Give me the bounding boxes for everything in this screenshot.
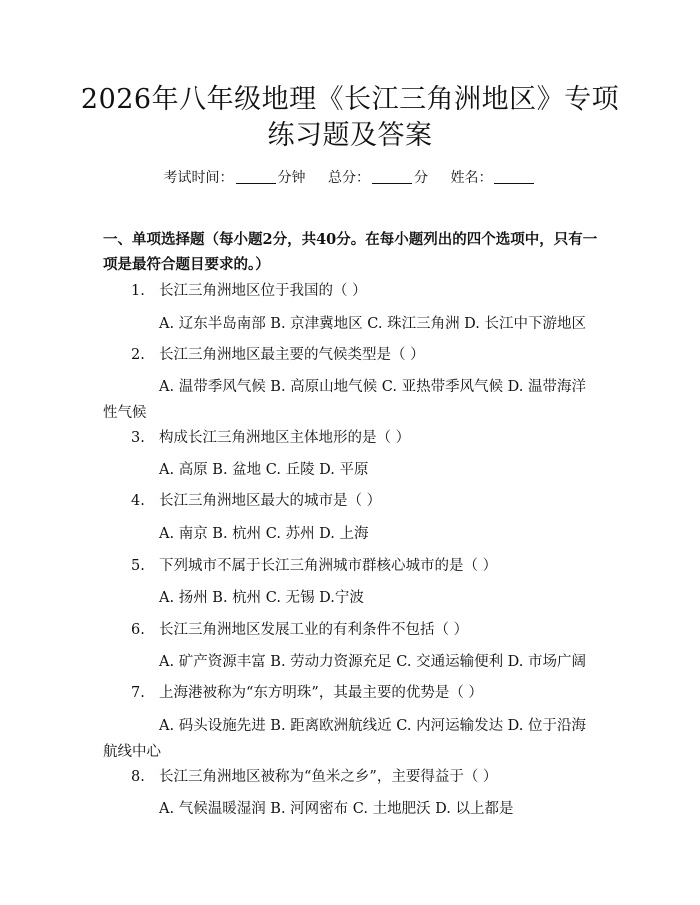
question-text: 长江三角洲地区位于我国的（ ） [159,283,367,299]
question-2 [131,345,611,365]
question-text: 长江三角洲地区最大的城市是（ ） [159,493,382,509]
exam-time-blank [236,169,276,184]
question-text: 上海港被称为“东方明珠”，其最主要的优势是（ ） [159,685,483,701]
question-5-options: A. 扬州 B. 杭州 C. 无锡 D.宁波 [159,590,364,606]
exam-info-row [0,168,700,188]
question-text: 下列城市不属于长江三角洲城市群核心城市的是（ ） [159,558,498,574]
exam-time-unit: 分钟 [277,170,306,186]
total-score-label: 总分： [328,170,370,186]
student-name-label: 姓名： [450,170,493,186]
question-text: 长江三角洲地区被称为“鱼米之乡”，主要得益于（ ） [159,769,498,785]
section-heading: 一、单项选择题（每小题2分，共40分。在每小题列出的四个选项中，只有一项是最符合题目要求的。） [103,231,598,273]
student-name-field [450,168,536,188]
question-6-options: A. 矿产资源丰富 B. 劳动力资源充足 C. 交通运输便利 D. 市场广阔 [159,654,587,670]
question-text: 长江三角洲地区发展工业的有利条件不包括（ ） [159,622,469,638]
question-number: 1. [131,283,145,299]
question-number: 2. [131,347,145,363]
question-text: 长江三角洲地区最主要的气候类型是（ ） [159,347,425,363]
question-2-options: A. 温带季风气候 B. 高原山地气候 C. 亚热带季风气候 D. 温带海洋性气候 [103,379,587,421]
question-number: 7. [131,685,145,701]
question-3 [131,428,611,448]
question-5 [131,556,611,576]
student-name-blank [494,169,534,184]
document-title-line-1: 2026年八年级地理《长江三角洲地区》专项 [80,84,620,115]
question-1-options: A. 辽东半岛南部 B. 京津冀地区 C. 珠江三角洲 D. 长江中下游地区 [159,316,587,332]
question-text: 构成长江三角洲地区主体地形的是（ ） [159,430,411,446]
question-8 [131,767,611,787]
total-score-unit: 分 [414,170,428,186]
question-6 [131,620,611,640]
question-4-options: A. 南京 B. 杭州 C. 苏州 D. 上海 [159,526,369,542]
question-number: 3. [131,430,145,446]
total-score-blank [372,169,412,184]
exam-time-field [164,168,306,188]
question-7-options: A. 码头设施先进 B. 距离欧洲航线近 C. 内河运输发达 D. 位于沿海航线中心 [103,718,587,760]
question-7 [131,683,611,703]
question-4 [131,491,611,511]
question-number: 5. [131,558,145,574]
question-number: 4. [131,493,145,509]
question-8-options: A. 气候温暖湿润 B. 河网密布 C. 土地肥沃 D. 以上都是 [159,801,514,817]
exam-time-label: 考试时间： [163,170,234,186]
total-score-field [328,168,428,188]
question-1 [131,281,611,301]
question-3-options: A. 高原 B. 盆地 C. 丘陵 D. 平原 [159,462,369,478]
question-number: 6. [131,622,145,638]
document-title-line-2: 练习题及答案 [267,120,433,151]
question-number: 8. [131,769,145,785]
